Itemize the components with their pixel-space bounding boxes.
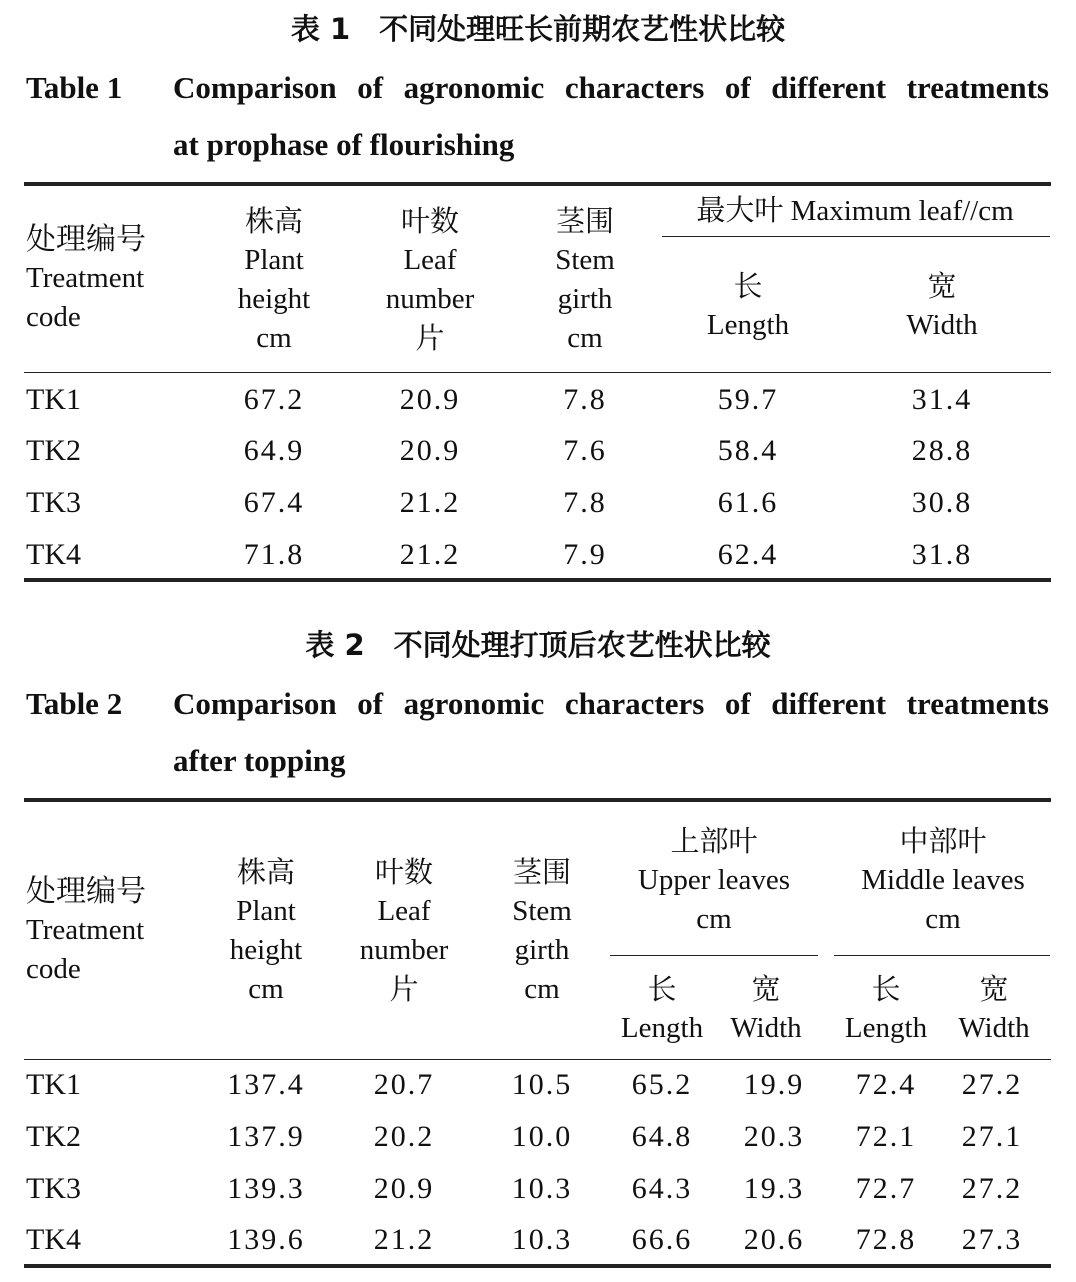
table1-cell-code: TK4 xyxy=(26,538,81,571)
table1-header-leafnum xyxy=(360,202,500,358)
table2-header-height-en2: height xyxy=(229,934,303,966)
table1-header-leafnum-en2: number xyxy=(385,283,475,315)
table2-header-upper-cn: 上部叶 xyxy=(670,824,758,858)
table1-header-width-en: Width xyxy=(906,309,978,341)
table2-bottom-rule xyxy=(24,1264,1051,1268)
table1-header-leafnum-unit: 片 xyxy=(415,321,445,355)
table2-upper-rule xyxy=(610,955,818,956)
table2-header-leafnum-unit: 片 xyxy=(389,972,419,1006)
table1-header-stem-en2: girth xyxy=(557,283,613,315)
table1-top-rule xyxy=(24,182,1051,186)
table1-header-length xyxy=(668,267,828,345)
table1-cell-length: 58.4 xyxy=(717,434,779,467)
table2-header-height xyxy=(196,853,336,1009)
table2-cell-upper-length: 64.3 xyxy=(631,1172,693,1205)
table1-cell-length: 62.4 xyxy=(717,538,779,571)
table2-cell-middle-length: 72.7 xyxy=(855,1172,917,1205)
table1-cell-height: 67.2 xyxy=(243,383,305,416)
table2-cell-code: TK1 xyxy=(26,1068,81,1101)
table2-header-leafnum-cn: 叶数 xyxy=(374,855,433,889)
table1-header-stem-cn: 茎围 xyxy=(555,204,614,238)
table2-header-code-en2: code xyxy=(26,953,81,985)
table2-cell-code: TK2 xyxy=(26,1120,81,1153)
table2-cell-upper-width: 20.6 xyxy=(743,1223,805,1256)
table2-title-cn: 表 2 不同处理打顶后农艺性状比较 xyxy=(305,628,771,662)
table1-cell-width: 28.8 xyxy=(911,434,973,467)
table2-header-middle-cn: 中部叶 xyxy=(899,824,987,858)
table2-header-upper-width xyxy=(716,970,816,1048)
table1-cell-stem: 7.8 xyxy=(563,486,607,519)
table1-header-leafnum-cn: 叶数 xyxy=(400,204,459,238)
table2-header-upper-width-cn: 宽 xyxy=(751,972,781,1006)
table2-label-en: Table 2 xyxy=(26,686,123,721)
table1-header-code-cn: 处理编号 xyxy=(26,222,146,257)
table2-title-en-line2: after topping xyxy=(173,743,346,778)
table1-cell-code: TK3 xyxy=(26,486,81,519)
table2-cell-middle-width: 27.3 xyxy=(961,1223,1023,1256)
table2-header-middle-length-en: Length xyxy=(844,1012,928,1044)
table1-maxleaf-rule xyxy=(662,236,1050,237)
table2-header-upper-length-cn: 长 xyxy=(647,972,677,1006)
table2-header-middle-en: Middle leaves xyxy=(861,864,1025,896)
table1-cell-height: 64.9 xyxy=(243,434,305,467)
table1-title-en xyxy=(173,70,1049,163)
table2-cell-middle-width: 27.2 xyxy=(961,1172,1023,1205)
table2-cell-height: 139.6 xyxy=(227,1223,305,1256)
table2-cell-leafnum: 20.2 xyxy=(373,1120,435,1153)
table2-header-height-unit: cm xyxy=(248,973,284,1005)
table2-cell-code: TK4 xyxy=(26,1223,81,1256)
table2-cell-upper-width: 19.3 xyxy=(743,1172,805,1205)
table2-cell-height: 137.4 xyxy=(227,1068,305,1101)
table2-header-middle-width-cn: 宽 xyxy=(979,972,1009,1006)
table2-cell-upper-width: 19.9 xyxy=(743,1068,805,1101)
table1-bottom-rule xyxy=(24,578,1051,582)
table2-top-rule xyxy=(24,798,1051,802)
table2-header-upper-width-en: Width xyxy=(730,1012,802,1044)
table2-header-middle-length-cn: 长 xyxy=(871,972,901,1006)
table2-header-middle-length xyxy=(830,970,942,1048)
table2-header-middle-width-en: Width xyxy=(958,1012,1030,1044)
table2-header-middle-unit: cm xyxy=(925,903,961,935)
table2-cell-upper-width: 20.3 xyxy=(743,1120,805,1153)
table1-cell-leafnum: 21.2 xyxy=(399,486,461,519)
table2-cell-middle-width: 27.1 xyxy=(961,1120,1023,1153)
table2-header-stem-en2: girth xyxy=(514,934,570,966)
table1-cell-length: 59.7 xyxy=(717,383,779,416)
table2-cell-upper-length: 65.2 xyxy=(631,1068,693,1101)
table2-header-stem-unit: cm xyxy=(524,973,560,1005)
table1-header-width-cn: 宽 xyxy=(927,269,957,303)
table1-cell-code: TK2 xyxy=(26,434,81,467)
table2-header-stem xyxy=(472,853,612,1009)
table1-header-height xyxy=(204,202,344,358)
table2-middle-rule xyxy=(834,955,1050,956)
table1-title-en-line1: Comparison of agronomic characters of different treatments xyxy=(173,70,1049,105)
table2-title-en-line1: Comparison of agronomic characters of different treatments xyxy=(173,686,1049,721)
table1-header-code-en2: code xyxy=(26,301,81,333)
table1-header-length-cn: 长 xyxy=(733,269,763,303)
table2-cell-stem: 10.5 xyxy=(511,1068,573,1101)
table2-header-leafnum-en1: Leaf xyxy=(377,895,431,927)
table1-header-stem xyxy=(515,202,655,358)
table1-header-maxleaf xyxy=(660,192,1050,231)
table1-cell-stem: 7.9 xyxy=(563,538,607,571)
table2-title-en xyxy=(173,686,1049,779)
table1-header-height-cn: 株高 xyxy=(244,204,303,238)
table2-header-middle-width xyxy=(944,970,1044,1048)
table2-cell-middle-length: 72.8 xyxy=(855,1223,917,1256)
table2-cell-height: 139.3 xyxy=(227,1172,305,1205)
table2-header-upper-length-en: Length xyxy=(620,1012,704,1044)
table1-title-en-line2: at prophase of flourishing xyxy=(173,127,515,162)
table1-header-height-unit: cm xyxy=(256,322,292,354)
table1-header-height-en2: height xyxy=(237,283,311,315)
table2-cell-stem: 10.3 xyxy=(511,1223,573,1256)
table2-header-upper-en: Upper leaves xyxy=(637,864,791,896)
table2-cell-upper-length: 66.6 xyxy=(631,1223,693,1256)
table1-cell-width: 30.8 xyxy=(911,486,973,519)
table1-cell-width: 31.8 xyxy=(911,538,973,571)
table1-cell-length: 61.6 xyxy=(717,486,779,519)
table2-header-middle xyxy=(836,822,1050,939)
table2-header-upper-unit: cm xyxy=(696,903,732,935)
table2-header-upper xyxy=(608,822,820,939)
table1-header-height-en1: Plant xyxy=(244,244,304,276)
table1-header-leafnum-en1: Leaf xyxy=(403,244,457,276)
table2-header-stem-en1: Stem xyxy=(512,895,572,927)
table1-header-maxleaf-label: 最大叶 Maximum leaf//cm xyxy=(696,195,1014,227)
table2-header-stem-cn: 茎围 xyxy=(512,855,571,889)
table2-header-code-en1: Treatment xyxy=(26,914,145,946)
table2-header-height-en1: Plant xyxy=(236,895,296,927)
table1-header-width xyxy=(862,267,1022,345)
table2-cell-leafnum: 20.9 xyxy=(373,1172,435,1205)
table1-header-stem-unit: cm xyxy=(567,322,603,354)
table1-header-code-en1: Treatment xyxy=(26,262,145,294)
table2-header-leafnum xyxy=(334,853,474,1009)
table1-cell-width: 31.4 xyxy=(911,383,973,416)
table1-cell-height: 71.8 xyxy=(243,538,305,571)
table1-cell-stem: 7.6 xyxy=(563,434,607,467)
table1-cell-leafnum: 20.9 xyxy=(399,434,461,467)
table2-cell-code: TK3 xyxy=(26,1172,81,1205)
table1-title-cn: 表 1 不同处理旺长前期农艺性状比较 xyxy=(290,12,786,46)
table1-cell-leafnum: 20.9 xyxy=(399,383,461,416)
table2-header-upper-length xyxy=(606,970,718,1048)
table1-cell-leafnum: 21.2 xyxy=(399,538,461,571)
table1-header-stem-en1: Stem xyxy=(555,244,615,276)
table2-cell-middle-length: 72.4 xyxy=(855,1068,917,1101)
table2-cell-leafnum: 20.7 xyxy=(373,1068,435,1101)
table2-header-rule xyxy=(24,1059,1051,1060)
table2-cell-stem: 10.3 xyxy=(511,1172,573,1205)
table1-cell-height: 67.4 xyxy=(243,486,305,519)
table2-cell-middle-width: 27.2 xyxy=(961,1068,1023,1101)
table2-header-height-cn: 株高 xyxy=(236,855,295,889)
table2-cell-leafnum: 21.2 xyxy=(373,1223,435,1256)
table1-cell-stem: 7.8 xyxy=(563,383,607,416)
table2-header-code xyxy=(26,872,146,989)
table2-header-code-cn: 处理编号 xyxy=(26,874,146,909)
table1-header-rule xyxy=(24,372,1051,373)
table2-cell-height: 137.9 xyxy=(227,1120,305,1153)
table2-header-leafnum-en2: number xyxy=(359,934,449,966)
table2-cell-upper-length: 64.8 xyxy=(631,1120,693,1153)
table2-cell-middle-length: 72.1 xyxy=(855,1120,917,1153)
table1-cell-code: TK1 xyxy=(26,383,81,416)
table1-header-code xyxy=(26,220,146,337)
table2-cell-stem: 10.0 xyxy=(511,1120,573,1153)
table1-header-length-en: Length xyxy=(706,309,790,341)
table1-label-en: Table 1 xyxy=(26,70,123,105)
